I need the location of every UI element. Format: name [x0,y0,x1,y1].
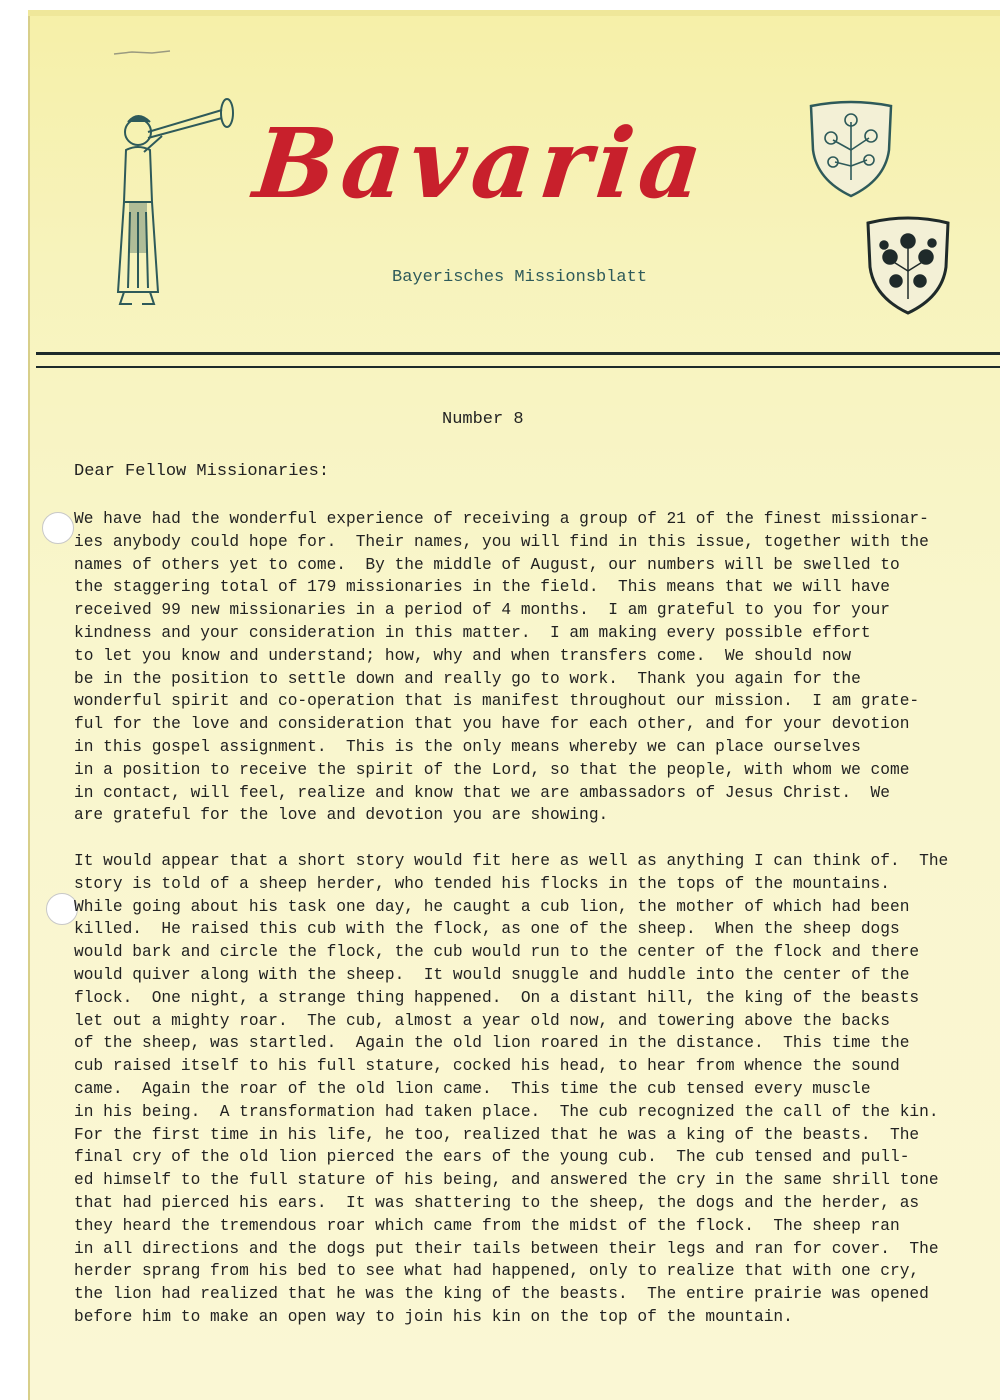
header-divider-thick [36,352,1000,355]
text-line: would bark and circle the flock, the cub would run to the center of the flock and there [74,943,920,962]
text-line: the staggering total of 179 missionaries in the field. This means that we will have [74,578,890,597]
paragraph-welcome [74,508,974,827]
text-line: killed. He raised this cub with the flock, as one of the sheep. When the sheep dogs [74,920,900,939]
salutation: Dear Fellow Missionaries: [74,462,330,481]
herald-trumpeter-icon [100,92,250,322]
text-line: in his being. A transformation had taken place. The cub recognized the call of the kin. [74,1102,939,1121]
text-line: wonderful spirit and co-operation that is manifest throughout our mission. I am grate- [74,692,920,711]
text-line: the lion had realized that he was the king of the beasts. The entire prairie was opened [74,1285,929,1304]
text-line: While going about his task one day, he caught a cub lion, the mother of which had been [74,897,910,916]
text-line: names of others yet to come. By the middle of August, our numbers will be swelled to [74,555,900,574]
text-line: received 99 new missionaries in a period of 4 months. I am grateful to you for your [74,601,890,620]
text-line: are grateful for the love and devotion you are showing. [74,806,609,825]
text-line: came. Again the roar of the old lion came. This time the cub tensed every muscle [74,1079,871,1098]
issue-number: Number 8 [442,410,524,429]
paragraph-lion-story [74,850,974,1329]
text-line: herder sprang from his bed to see what had happened, only to realize that with one cry, [74,1262,920,1281]
text-line: For the first time in his life, he too, realized that he was a king of the beasts. The [74,1125,920,1144]
text-line: ed himself to the full stature of his being, and answered the cry in the same shrill tone [74,1171,939,1190]
text-line: before him to make an open way to join his kin on the top of the mountain. [74,1307,793,1326]
masthead-title: Bavaria [249,107,714,220]
page-top-edge [28,10,1000,16]
text-line: in a position to receive the spirit of the Lord, so that the people, with whom we come [74,760,910,779]
text-line: It would appear that a short story would fit here as well as anything I can think of. The [74,852,949,870]
text-line: ies anybody could hope for. Their names, you will find in this issue, together with the [74,532,929,551]
text-line: kindness and your consideration in this matter. I am making every possible effort [74,623,871,642]
ink-smudge [112,48,172,58]
text-line: they heard the tremendous roar which came from the midst of the flock. The sheep ran [74,1216,900,1235]
text-line: flock. One night, a strange thing happened. On a distant hill, the king of the beasts [74,988,920,1007]
text-line: We have had the wonderful experience of receiving a group of 21 of the finest missionar- [74,510,929,528]
text-line: final cry of the old lion pierced the ears of the young cub. The cub tensed and pull- [74,1148,910,1167]
text-line: in contact, will feel, realize and know that we are ambassadors of Jesus Christ. We [74,783,890,802]
text-line: of the sheep, was startled. Again the old lion roared in the distance. This time the [74,1034,910,1053]
punch-hole [42,512,74,544]
text-line: that had pierced his ears. It was shattering to the sheep, the dogs and the herder, as [74,1193,920,1212]
header-divider-thin [36,366,1000,368]
masthead-subtitle: Bayerisches Missionsblatt [392,268,648,287]
text-line: cub raised itself to his full stature, cocked his head, to hear from whence the sound [74,1057,900,1076]
edelweiss-shield-icon [805,100,897,200]
text-line: be in the position to settle down and really go to work. Thank you again for the [74,669,861,688]
text-line: story is told of a sheep herder, who tended his flocks in the tops of the mountains. [74,874,890,893]
text-line: in this gospel assignment. This is the only means whereby we can place ourselves [74,737,861,756]
text-line: would quiver along with the sheep. It would snuggle and huddle into the center of the [74,965,910,984]
text-line: to let you know and understand; how, why and when transfers come. We should now [74,646,852,665]
text-line: let out a mighty roar. The cub, almost a year old now, and towering above the backs [74,1011,890,1030]
text-line: ful for the love and consideration that you have for each other, and for your devotion [74,715,910,734]
flower-shield-icon [862,215,954,317]
text-line: in all directions and the dogs put their tails between their legs and ran for cover. The [74,1239,939,1258]
